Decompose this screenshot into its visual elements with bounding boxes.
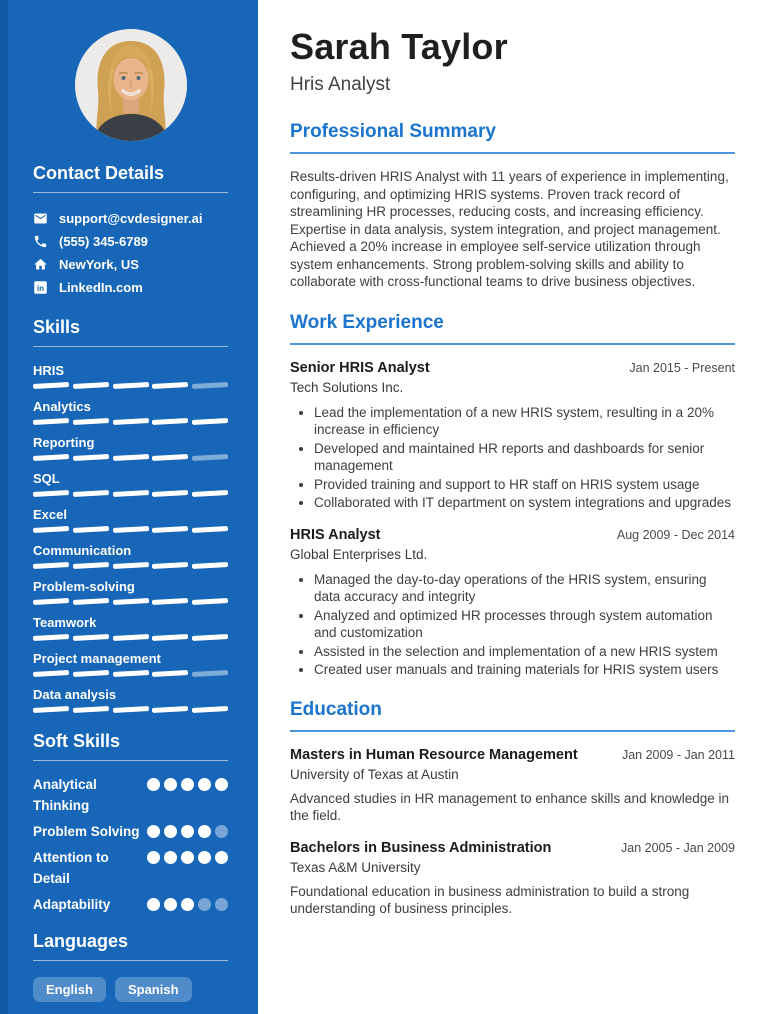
- skill-segment: [192, 418, 228, 425]
- summary-heading: Professional Summary: [290, 121, 735, 154]
- job-company: Tech Solutions Inc.: [290, 379, 404, 395]
- skill-segment: [192, 526, 228, 533]
- skill-segment: [73, 670, 109, 677]
- skill-segment: [152, 634, 188, 641]
- job-bullet: • Managed the day-to-day operations of the HRIS system, ensuring data accuracy and integrity: [314, 571, 735, 606]
- job-entry-header: [290, 526, 735, 544]
- rating-dot: [147, 825, 160, 838]
- skill-segment: [112, 382, 148, 389]
- person-title: Hris Analyst: [290, 74, 391, 95]
- soft-skills-section: [33, 731, 228, 915]
- education-heading: Education: [290, 699, 735, 732]
- skill-name: HRIS: [33, 363, 65, 378]
- skill-name: Problem-solving: [33, 579, 135, 594]
- skill-name: Communication: [33, 543, 132, 558]
- degree-title: Bachelors in Business Administration: [290, 839, 552, 856]
- rating-dot: [198, 851, 211, 864]
- summary-text: Results-driven HRIS Analyst with 11 years of experience in implementing, configuring, and optimizing HRIS systems. Proven track record of streamlining HR processes, reducing costs, and increasing efficiency. Expertise in data analysis, system integration, and project management. Achieved a 20% increase in employee self-service utilization through system enhancements. Strong problem-solving skills and ability to collaborate with cross-functional teams to drive business objectives.: [290, 169, 729, 289]
- skill-name: Teamwork: [33, 615, 97, 630]
- job-entry: [290, 359, 735, 512]
- home-icon: [33, 257, 48, 272]
- rating-dot: [181, 825, 194, 838]
- degree-dates: Jan 2005 - Jan 2009: [621, 840, 735, 855]
- skill-item: [33, 650, 228, 677]
- soft-skill-rating: [147, 894, 228, 915]
- skill-segment: [33, 562, 69, 569]
- skill-segment: [152, 526, 188, 533]
- job-bullet: • Provided training and support to HR staff on HRIS system usage: [314, 476, 735, 494]
- skill-segment: [73, 382, 109, 389]
- skill-segment: [112, 490, 148, 497]
- experience-section: [290, 312, 735, 679]
- school-name: University of Texas at Austin: [290, 766, 459, 782]
- job-title: Senior HRIS Analyst: [290, 359, 430, 376]
- skill-segment: [73, 562, 109, 569]
- education-entry: [290, 839, 735, 918]
- skill-segment: [112, 634, 148, 641]
- soft-skills-heading: Soft Skills: [33, 731, 228, 761]
- skill-segment: [152, 670, 188, 677]
- sidebar: [0, 0, 258, 1014]
- skill-segment: [33, 706, 69, 713]
- skill-segment: [192, 562, 228, 569]
- linkedin-icon: [33, 280, 48, 295]
- skill-segment: [112, 562, 148, 569]
- rating-dot: [215, 851, 228, 864]
- skill-name: SQL: [33, 471, 60, 486]
- degree-title: Masters in Human Resource Management: [290, 746, 578, 763]
- skill-segment: [33, 454, 69, 461]
- skill-segment: [33, 634, 69, 641]
- skill-level-bar: [33, 707, 228, 713]
- skill-segment: [192, 454, 228, 461]
- skill-item: [33, 542, 228, 569]
- skill-name: Analytics: [33, 399, 91, 414]
- rating-dot: [198, 778, 211, 791]
- skill-segment: [73, 454, 109, 461]
- rating-dot: [181, 898, 194, 911]
- rating-dot: [147, 898, 160, 911]
- skill-name: Reporting: [33, 435, 95, 450]
- rating-dot: [215, 778, 228, 791]
- soft-skills-list: [33, 774, 228, 915]
- skills-section: [33, 317, 228, 713]
- skill-segment: [152, 598, 188, 605]
- skill-segment: [73, 490, 109, 497]
- job-bullets: [290, 571, 735, 679]
- skill-level-bar: [33, 599, 228, 605]
- education-entry-header: [290, 839, 735, 857]
- soft-skill-row: [33, 847, 228, 889]
- job-title: HRIS Analyst: [290, 526, 381, 543]
- job-bullet: • Analyzed and optimized HR processes through system automation and customization: [314, 607, 735, 642]
- skill-segment: [112, 526, 148, 533]
- skill-segment: [192, 598, 228, 605]
- soft-skill-row: [33, 894, 228, 915]
- svg-text:in: in: [36, 283, 45, 293]
- contact-list: [33, 207, 228, 299]
- skill-name: Project management: [33, 651, 161, 666]
- job-bullet: • Created user manuals and training materials for HRIS system users: [314, 661, 735, 679]
- avatar: [75, 29, 187, 141]
- skill-item: [33, 434, 228, 461]
- phone-icon: [33, 234, 48, 249]
- job-entry: [290, 526, 735, 679]
- job-bullet: • Assisted in the selection and implementation of a new HRIS system: [314, 643, 735, 661]
- avatar-illustration: [75, 29, 187, 141]
- rating-dot: [215, 898, 228, 911]
- contact-item: [33, 230, 228, 253]
- skill-segment: [73, 598, 109, 605]
- skill-segment: [33, 526, 69, 533]
- skill-segment: [192, 634, 228, 641]
- language-pill: English: [33, 977, 106, 1002]
- skill-item: [33, 686, 228, 713]
- skill-item: [33, 470, 228, 497]
- skill-item: [33, 362, 228, 389]
- skill-segment: [152, 490, 188, 497]
- skill-level-bar: [33, 563, 228, 569]
- skill-item: [33, 506, 228, 533]
- main-content: [258, 0, 768, 1014]
- skill-segment: [112, 706, 148, 713]
- skill-item: [33, 578, 228, 605]
- degree-description: Foundational education in business administration to build a strong understanding of business principles.: [290, 883, 690, 916]
- skill-segment: [73, 526, 109, 533]
- rating-dot: [181, 778, 194, 791]
- skills-heading: Skills: [33, 317, 228, 347]
- contact-heading: Contact Details: [33, 163, 228, 193]
- degree-dates: Jan 2009 - Jan 2011: [621, 747, 735, 762]
- contact-item: [33, 207, 228, 230]
- soft-skill-row: [33, 774, 228, 816]
- job-bullet: • Collaborated with IT department on system integrations and upgrades: [314, 494, 735, 512]
- soft-skill-name: Problem Solving: [33, 824, 140, 839]
- skill-level-bar: [33, 671, 228, 677]
- skill-segment: [33, 418, 69, 425]
- job-bullets: [290, 404, 735, 512]
- contact-item: [33, 253, 228, 276]
- soft-skill-name: Analytical Thinking: [33, 777, 97, 813]
- skill-segment: [192, 382, 228, 389]
- contact-item: [33, 276, 228, 299]
- education-list: [290, 746, 735, 918]
- job-entry-header: [290, 359, 735, 377]
- contact-item-text: support@cvdesigner.ai: [59, 211, 203, 226]
- job-dates: Jan 2015 - Present: [629, 360, 735, 375]
- skill-segment: [112, 670, 148, 677]
- skills-list: [33, 362, 228, 713]
- contact-item-text: NewYork, US: [59, 257, 139, 272]
- rating-dot: [147, 851, 160, 864]
- soft-skill-rating: [147, 847, 228, 889]
- skill-level-bar: [33, 419, 228, 425]
- soft-skill-row: [33, 821, 228, 842]
- rating-dot: [198, 898, 211, 911]
- skill-segment: [192, 490, 228, 497]
- skill-segment: [192, 670, 228, 677]
- contact-item-text: LinkedIn.com: [59, 280, 143, 295]
- skill-segment: [33, 382, 69, 389]
- person-name: Sarah Taylor: [290, 26, 508, 67]
- job-dates: Aug 2009 - Dec 2014: [616, 527, 735, 542]
- skill-segment: [33, 670, 69, 677]
- skill-item: [33, 398, 228, 425]
- skill-segment: [192, 706, 228, 713]
- rating-dot: [147, 778, 160, 791]
- soft-skill-rating: [147, 774, 228, 816]
- job-company: Global Enterprises Ltd.: [290, 546, 428, 562]
- job-bullet: • Developed and maintained HR reports and dashboards for senior management: [314, 440, 735, 475]
- skill-segment: [112, 418, 148, 425]
- rating-dot: [215, 825, 228, 838]
- skill-name: Excel: [33, 507, 67, 522]
- language-pill: Spanish: [115, 977, 192, 1002]
- summary-section: [290, 121, 735, 291]
- school-name: Texas A&M University: [290, 859, 421, 875]
- skill-segment: [152, 562, 188, 569]
- skill-segment: [112, 454, 148, 461]
- soft-skill-rating: [147, 821, 228, 842]
- education-section: [290, 699, 735, 918]
- degree-description: Advanced studies in HR management to enhance skills and knowledge in the field.: [290, 790, 730, 823]
- jobs-list: [290, 359, 735, 679]
- skill-segment: [33, 490, 69, 497]
- skill-segment: [73, 418, 109, 425]
- skill-segment: [152, 382, 188, 389]
- rating-dot: [164, 825, 177, 838]
- languages-list: [33, 977, 228, 1002]
- rating-dot: [164, 778, 177, 791]
- skill-segment: [33, 598, 69, 605]
- rating-dot: [164, 851, 177, 864]
- skill-segment: [152, 454, 188, 461]
- contact-section: [33, 163, 228, 299]
- skill-level-bar: [33, 455, 228, 461]
- rating-dot: [198, 825, 211, 838]
- education-entry: [290, 746, 735, 825]
- skill-segment: [73, 634, 109, 641]
- skill-segment: [112, 598, 148, 605]
- contact-item-text: (555) 345-6789: [59, 234, 148, 249]
- skill-level-bar: [33, 383, 228, 389]
- languages-section: [33, 931, 228, 1002]
- soft-skill-name: Adaptability: [33, 897, 111, 912]
- skill-segment: [152, 418, 188, 425]
- skill-level-bar: [33, 527, 228, 533]
- rating-dot: [164, 898, 177, 911]
- skill-segment: [152, 706, 188, 713]
- soft-skill-name: Attention to Detail: [33, 850, 109, 886]
- skill-segment: [73, 706, 109, 713]
- languages-heading: Languages: [33, 931, 228, 961]
- skill-level-bar: [33, 635, 228, 641]
- job-bullet: • Lead the implementation of a new HRIS system, resulting in a 20% increase in efficiency: [314, 404, 735, 439]
- skill-name: Data analysis: [33, 687, 117, 702]
- mail-icon: [33, 211, 48, 226]
- rating-dot: [181, 851, 194, 864]
- experience-heading: Work Experience: [290, 312, 735, 345]
- skill-item: [33, 614, 228, 641]
- skill-level-bar: [33, 491, 228, 497]
- education-entry-header: [290, 746, 735, 764]
